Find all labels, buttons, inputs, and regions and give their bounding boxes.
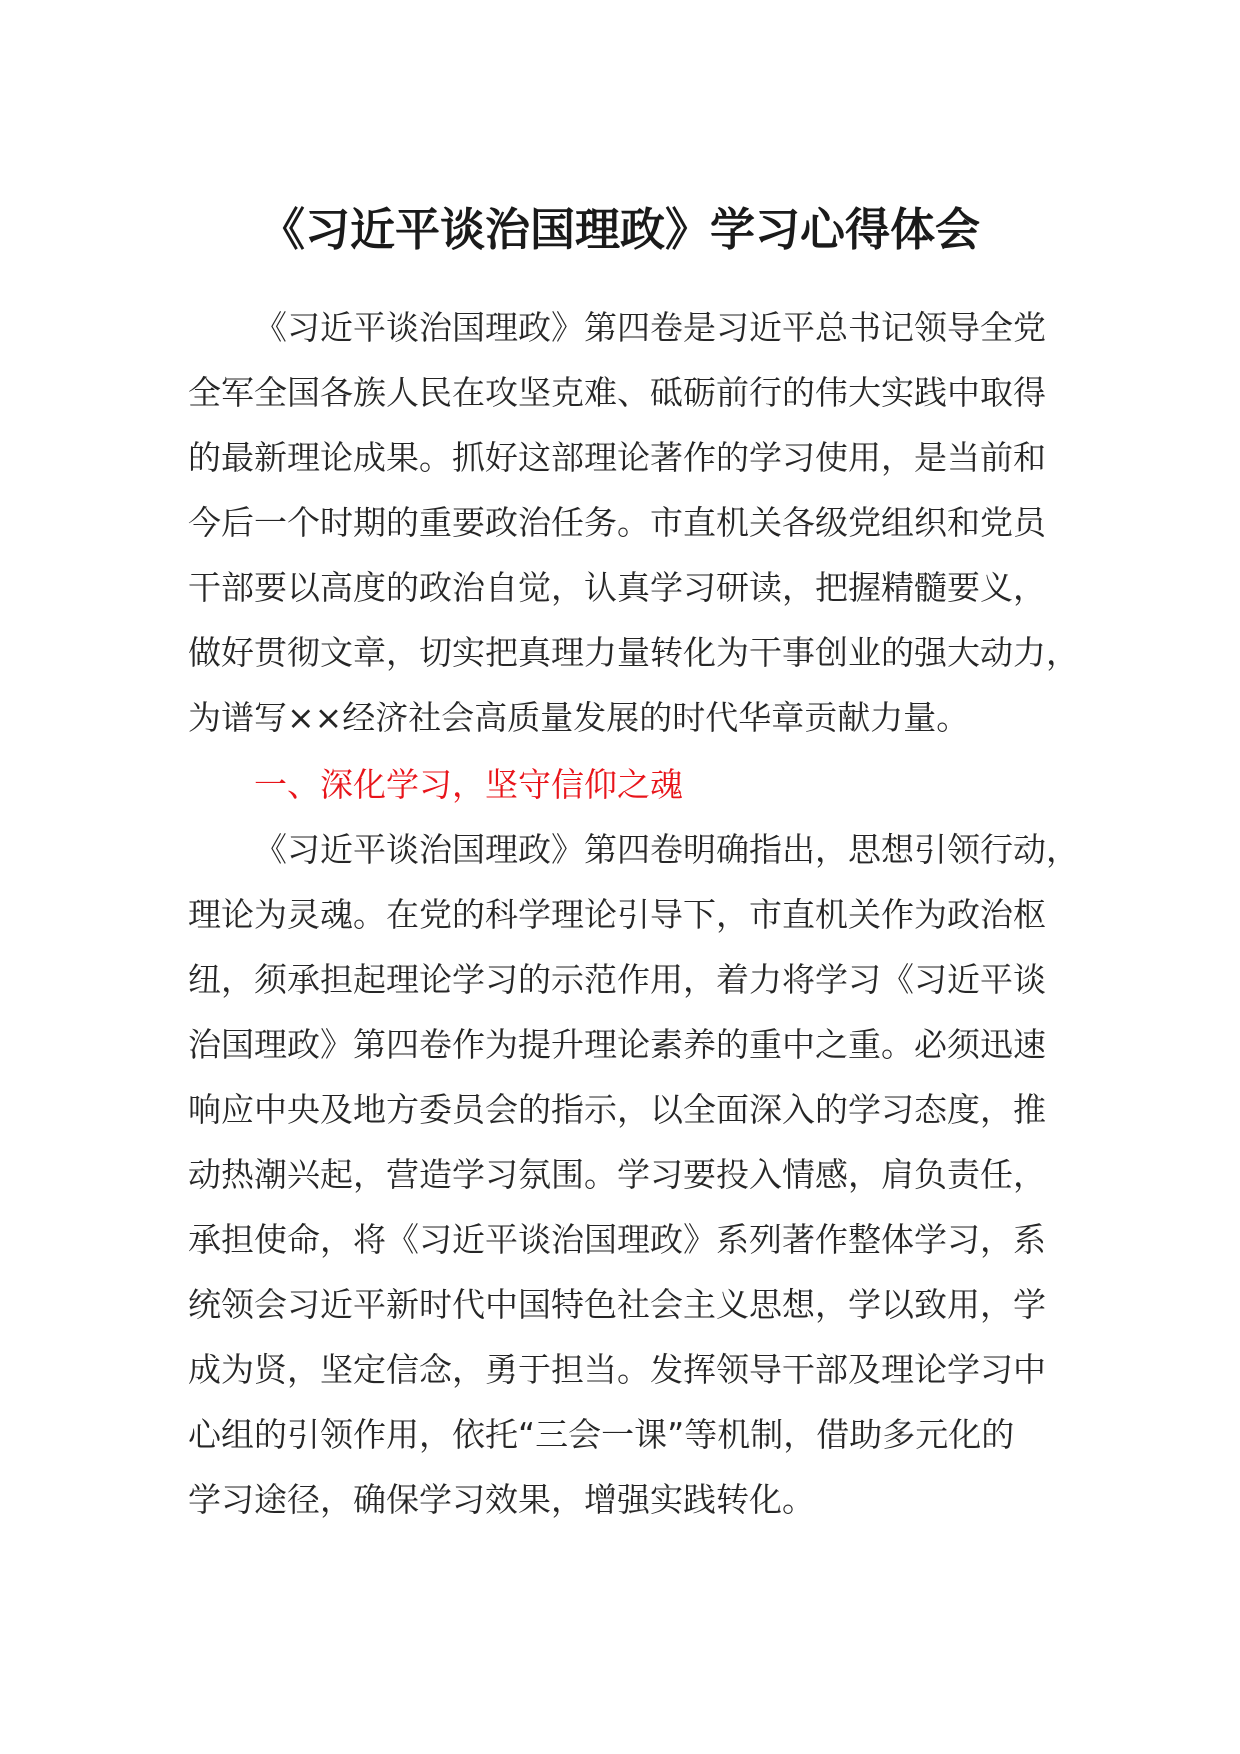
paragraph-line: 纽，须承担起理论学习的示范作用，着力将学习《习近平谈 xyxy=(188,960,1046,999)
paragraph-line: 学习途径，确保学习效果，增强实践转化。 xyxy=(188,1480,815,1519)
paragraph-line: 成为贤，坚定信念，勇于担当。发挥领导干部及理论学习中 xyxy=(188,1350,1046,1389)
paragraph-line: 承担使命，将《习近平谈治国理政》系列著作整体学习，系 xyxy=(188,1220,1046,1259)
paragraph-line: 《习近平谈治国理政》第四卷是习近平总书记领导全党 xyxy=(254,308,1046,347)
paragraph-line: 《习近平谈治国理政》第四卷明确指出，思想引领行动， xyxy=(254,830,1079,869)
paragraph-intro xyxy=(188,295,1079,750)
paragraph-line: 心组的引领作用，依托“三会一课”等机制，借助多元化的 xyxy=(188,1415,1015,1454)
paragraph-line: 动热潮兴起，营造学习氛围。学习要投入情感，肩负责任， xyxy=(188,1155,1046,1194)
section-heading-text: 一、深化学习，坚守信仰之魂 xyxy=(254,765,683,804)
document-title: 《习近平谈治国理政》学习心得体会 xyxy=(259,203,980,256)
paragraph-line: 响应中央及地方委员会的指示，以全面深入的学习态度，推 xyxy=(188,1090,1046,1129)
section-heading-1 xyxy=(188,752,1068,817)
paragraph-line: 今后一个时期的重要政治任务。市直机关各级党组织和党员 xyxy=(188,503,1046,542)
paragraph-line: 的最新理论成果。抓好这部理论著作的学习使用，是当前和 xyxy=(188,438,1046,477)
paragraph-line: 为谱写××经济社会高质量发展的时代华章贡献力量。 xyxy=(188,698,970,737)
paragraph-line: 理论为灵魂。在党的科学理论引导下，市直机关作为政治枢 xyxy=(188,895,1046,934)
paragraph-line: 干部要以高度的政治自觉，认真学习研读，把握精髓要义， xyxy=(188,568,1046,607)
paragraph-line: 统领会习近平新时代中国特色社会主义思想，学以致用，学 xyxy=(188,1285,1046,1324)
paragraph-section-1 xyxy=(188,817,1079,1532)
paragraph-line: 做好贯彻文章，切实把真理力量转化为干事创业的强大动力， xyxy=(188,633,1079,672)
paragraph-line: 全军全国各族人民在攻坚克难、砥砺前行的伟大实践中取得 xyxy=(188,373,1046,412)
paragraph-line: 治国理政》第四卷作为提升理论素养的重中之重。必须迅速 xyxy=(188,1025,1046,1064)
